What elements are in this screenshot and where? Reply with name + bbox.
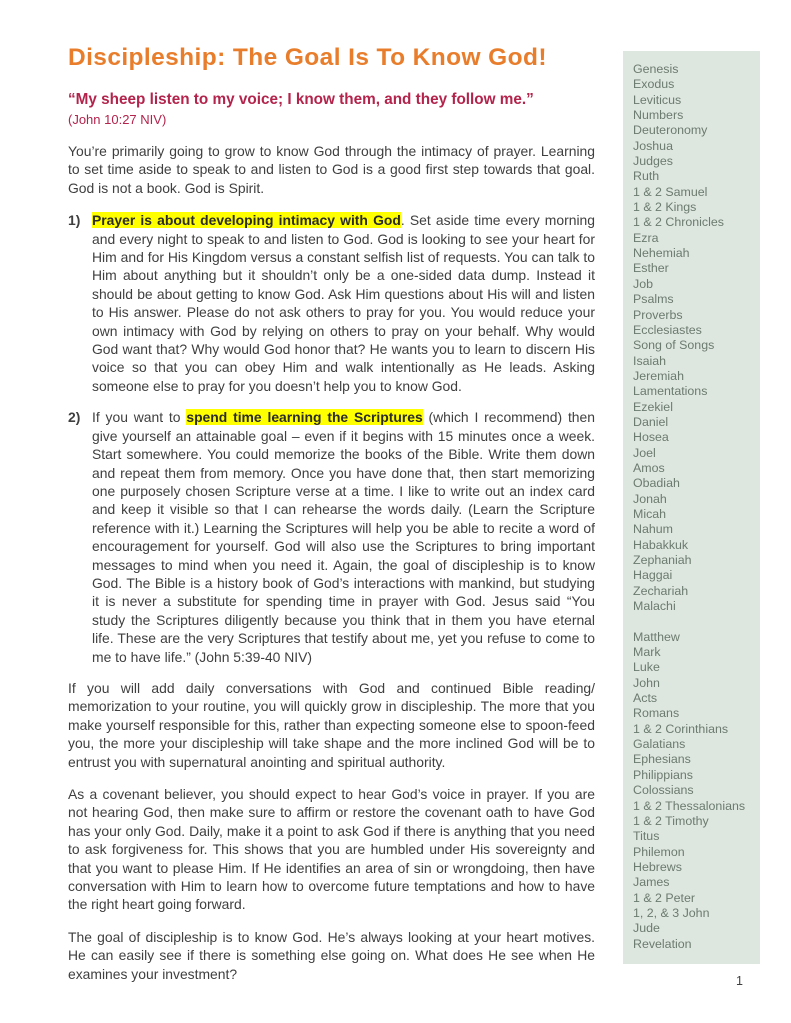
bible-books-sidebar bbox=[623, 51, 760, 964]
scripture-reference: (John 10:27 NIV) bbox=[68, 112, 167, 127]
bible-book-item: Mark bbox=[633, 645, 661, 660]
bible-book-item: Isaiah bbox=[633, 353, 667, 368]
page-number: 1 bbox=[736, 974, 743, 988]
bible-book-item: 1 & 2 Chronicles bbox=[633, 215, 724, 230]
bible-book-item: Job bbox=[633, 276, 653, 291]
bible-book-item: Galatians bbox=[633, 737, 686, 752]
bible-book-item: 1 & 2 Timothy bbox=[633, 813, 709, 828]
bible-book-item: Philippians bbox=[633, 767, 693, 782]
bible-book-item: Genesis bbox=[633, 62, 679, 76]
bible-book-item: Micah bbox=[633, 506, 667, 521]
bible-book-item: Judges bbox=[633, 154, 673, 169]
bible-book-item: Jonah bbox=[633, 491, 667, 506]
list-item-text: (which I recommend) then give yourself an attainable goal – even if it begins with 15 minutes once a week. Start somewhere. You could memorize the books of the Bible. Write them down and repeat them from memory. Once you have done that, then start memorizing one purposely chosen Scripture verse at a time. I like to write out an index card and keep it visible so that I can rehearse the words daily. (Learn the Scripture reference with it.) Learning the Scriptures will help you be able to recite a word of encouragement for yourself. God will also use the Scriptures to bring important messages to mind when you need it. Again, the goal of discipleship is to know God. The Bible is a history book of God’s interactions with mankind, but studying it is never a substitute for spending time in prayer with God. Jesus said “You study the Scriptures diligently because you think that in them you have eternal life. These are the very Scriptures that testify about me, yet you refuse to come to me to have life.” (John 5:39-40 NIV) bbox=[92, 409, 595, 665]
bible-book-item: Titus bbox=[633, 829, 660, 844]
bible-book-item: Hebrews bbox=[633, 859, 682, 874]
bible-book-item: 1 & 2 Peter bbox=[633, 890, 695, 905]
bible-book-item: Luke bbox=[633, 660, 660, 675]
scripture-quote: “My sheep listen to my voice; I know them, and they follow me.” bbox=[68, 91, 534, 108]
list-item-scriptures bbox=[68, 408, 595, 666]
bible-book-item: Ephesians bbox=[633, 752, 691, 767]
bible-book-item: Joel bbox=[633, 445, 656, 460]
bible-book-item: Malachi bbox=[633, 599, 676, 614]
intro-paragraph: You’re primarily going to grow to know God through the intimacy of prayer. Learning to set time aside to speak to and listen to God is a good first step towards that goal. God is not a book. God is Spirit. bbox=[68, 143, 595, 196]
bible-book-item: Colossians bbox=[633, 783, 694, 798]
page-title: Discipleship: The Goal Is To Know God! bbox=[68, 44, 547, 71]
list-item-body bbox=[92, 211, 595, 395]
bible-book-item: Song of Songs bbox=[633, 338, 715, 353]
list-item-body bbox=[92, 408, 595, 666]
bible-book-item: Ezekiel bbox=[633, 399, 673, 414]
bible-book-item: Zechariah bbox=[633, 583, 689, 598]
bible-book-item: Daniel bbox=[633, 414, 669, 429]
highlighted-lead: Prayer is about developing intimacy with God bbox=[92, 212, 401, 229]
bible-book-item: Haggai bbox=[633, 568, 673, 583]
bible-book-item: Nehemiah bbox=[633, 246, 690, 261]
list-item-prayer bbox=[68, 211, 595, 395]
bible-book-item: Joshua bbox=[633, 138, 673, 153]
bible-book-item: Proverbs bbox=[633, 307, 683, 322]
bible-book-item: Revelation bbox=[633, 936, 692, 951]
bible-book-item: John bbox=[633, 675, 660, 690]
bible-book-item: Nahum bbox=[633, 522, 673, 537]
bible-book-item: 1, 2, & 3 John bbox=[633, 905, 710, 920]
bible-book-item: Ruth bbox=[633, 169, 660, 184]
bible-book-item: Matthew bbox=[633, 629, 680, 644]
bible-book-item: Jeremiah bbox=[633, 368, 684, 383]
bible-book-item: Exodus bbox=[633, 77, 675, 92]
bible-book-item: Lamentations bbox=[633, 384, 708, 399]
list-item-number: 1) bbox=[68, 212, 81, 229]
bible-book-item: Psalms bbox=[633, 292, 674, 307]
main-content bbox=[68, 44, 595, 997]
bible-book-item bbox=[633, 614, 754, 629]
bible-book-item: 1 & 2 Thessalonians bbox=[633, 798, 746, 813]
paragraph-growth: If you will add daily conversations with God and continued Bible reading/ memorization to your routine, you will quickly grow in discipleship. The more that you make yourself responsible for this, rather than expecting someone else to spoon-feed you, the more your discipleship will take shape and the more inclined God will be to entrust you with supernatural anointing and spiritual authority. bbox=[68, 679, 595, 770]
bible-book-item: Numbers bbox=[633, 108, 684, 123]
highlighted-lead: spend time learning the Scriptures bbox=[186, 409, 423, 426]
bible-book-item: 1 & 2 Kings bbox=[633, 200, 697, 215]
bible-book-item: 1 & 2 Samuel bbox=[633, 184, 708, 199]
bible-book-item: Romans bbox=[633, 706, 680, 721]
bible-book-item: Hosea bbox=[633, 430, 669, 445]
bible-book-item: Ecclesiastes bbox=[633, 322, 702, 337]
bible-book-item: Obadiah bbox=[633, 476, 680, 491]
bible-book-item: Amos bbox=[633, 460, 665, 475]
bible-book-item: Habakkuk bbox=[633, 537, 689, 552]
list-item-number: 2) bbox=[68, 409, 81, 426]
numbered-list bbox=[68, 211, 595, 666]
bible-book-item: Leviticus bbox=[633, 92, 682, 107]
bible-book-item: Deuteronomy bbox=[633, 123, 708, 138]
bible-book-item: Zephaniah bbox=[633, 553, 692, 567]
bible-book-item: James bbox=[633, 875, 670, 890]
bible-book-item: Jude bbox=[633, 921, 660, 936]
bible-book-item: Ezra bbox=[633, 230, 659, 245]
list-item-pre-text: If you want to bbox=[92, 409, 187, 426]
paragraph-goal: The goal of discipleship is to know God. He’s always looking at your heart motives. He can easily see if there is something else going on. What does He see when He examines your investment? bbox=[68, 928, 595, 982]
list-item-text: . Set aside time every morning and every night to speak to and listen to God. God is looking to see your heart for Him and for His Kingdom versus a constant selfish list of requests. You can talk to Him about anything but it shouldn’t only be a one-sided data dump. Instead it should be about getting to know God. Ask Him questions about His will and listen to His answer. Please do not ask others to pray for you. You would reduce your own intimacy with God by relying on others to pray on your behalf. Why would God want that? Why would God honor that? He wants you to learn to discern His voice so that you can obey Him and walk intentionally as He leads. Asking someone else to pray for you doesn’t help you to know God. bbox=[92, 212, 595, 394]
bible-book-item: Esther bbox=[633, 261, 669, 276]
bible-book-item: 1 & 2 Corinthians bbox=[633, 721, 729, 736]
bible-book-item: Philemon bbox=[633, 844, 685, 859]
bible-book-item: Acts bbox=[633, 691, 658, 706]
paragraph-covenant: As a covenant believer, you should expect to hear God’s voice in prayer. If you are not hearing God, then make sure to affirm or restore the covenant oath to have God has your only God. Daily, make it a point to ask God if there is anything that you need to ask forgiveness for. This shows that you are humbled under His sovereignty and that you want to please Him. If He identifies an area of sin or wrongdoing, then have conversation with Him to learn how to overcome future temptations and how to have the right heart going forward. bbox=[68, 786, 595, 913]
